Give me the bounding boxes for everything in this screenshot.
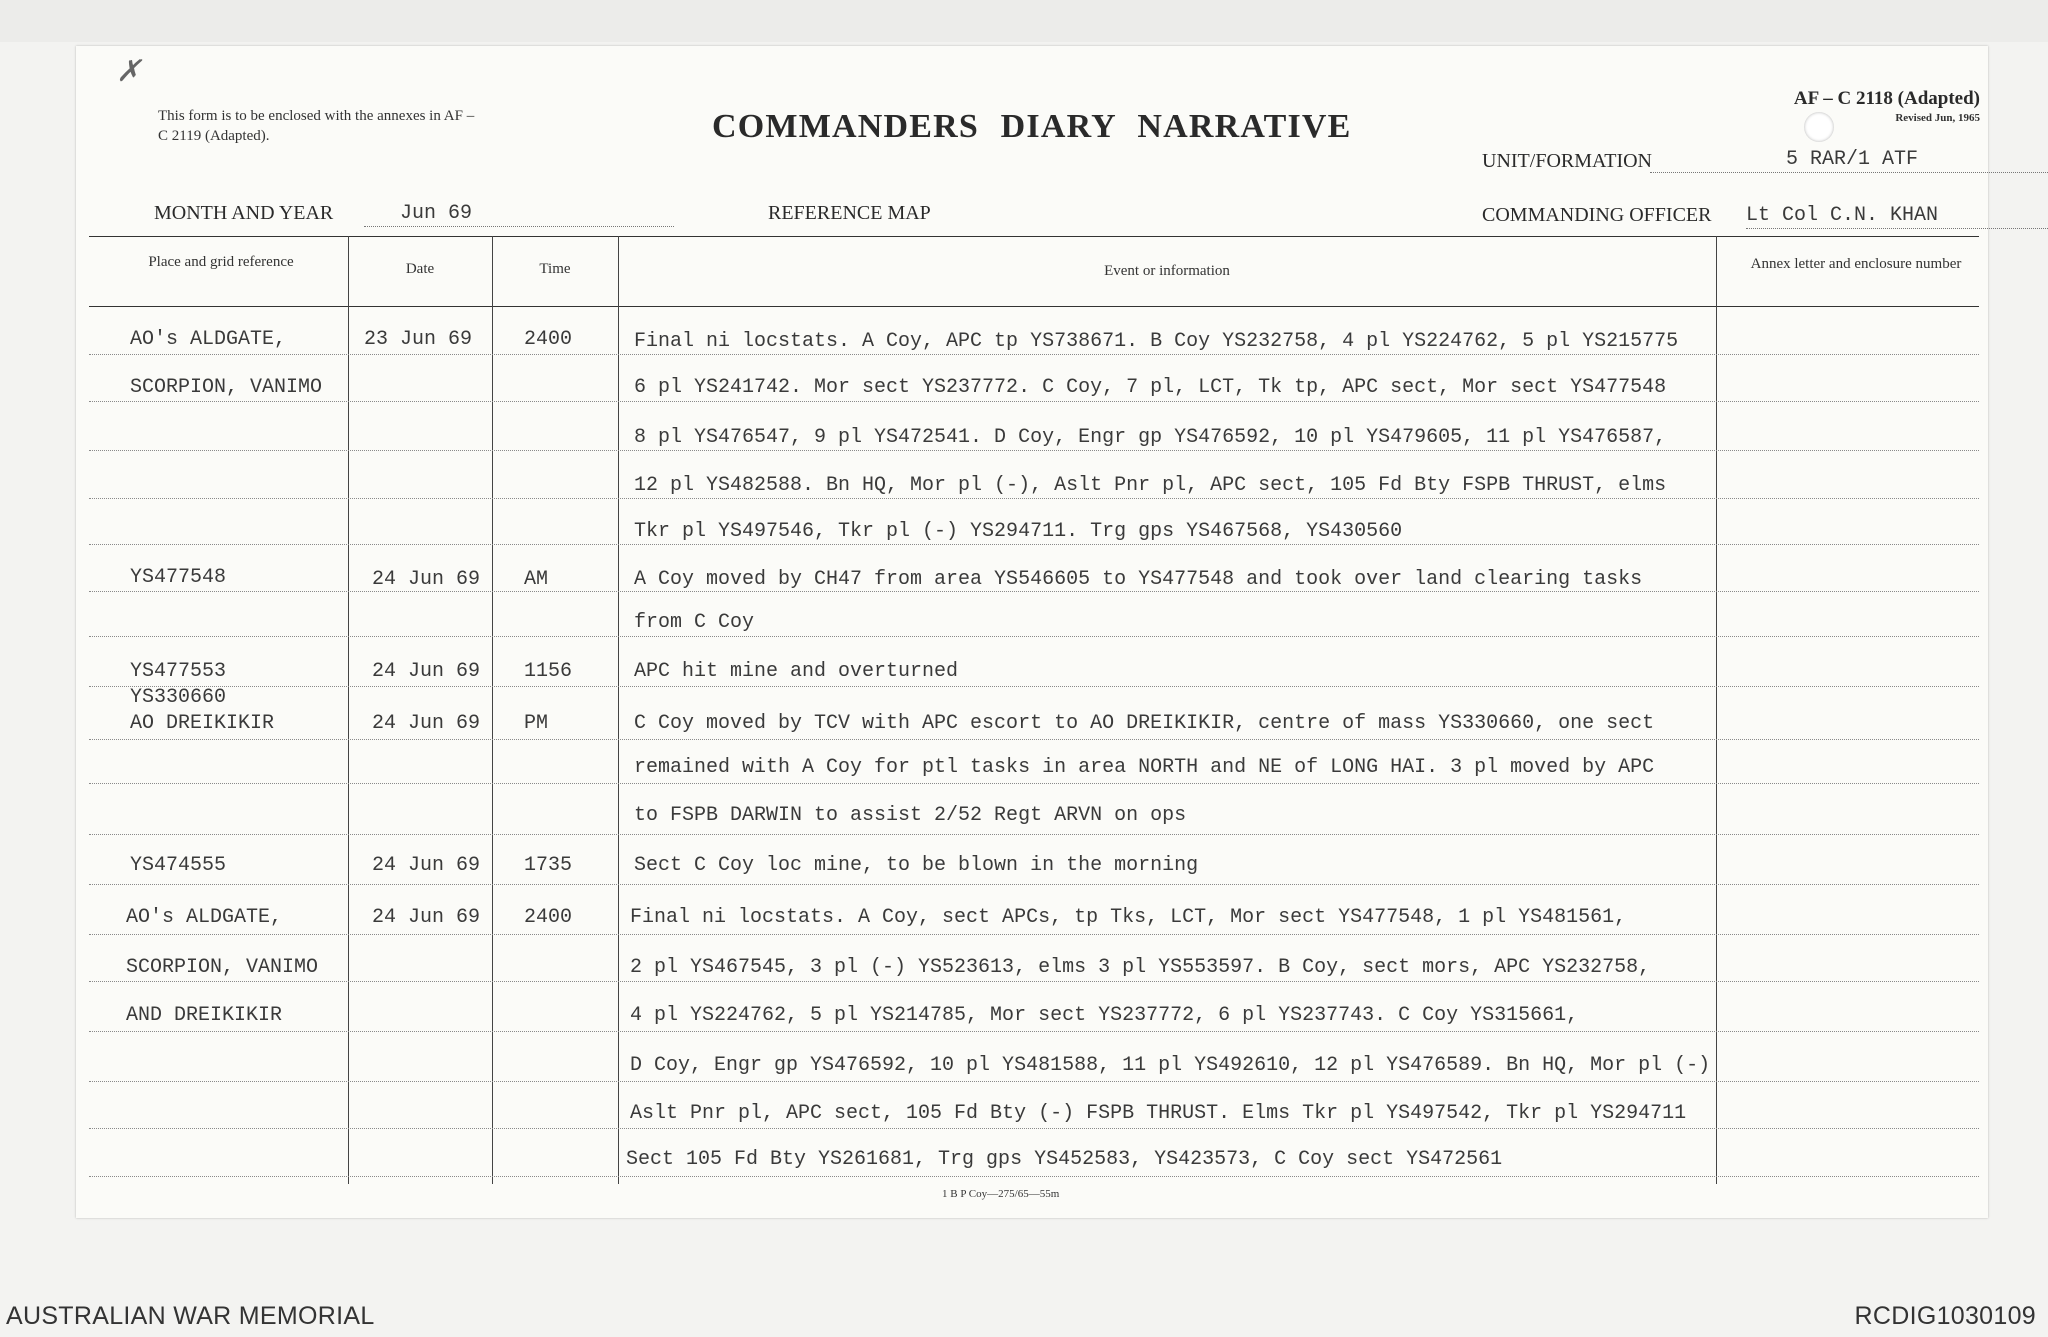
time-cell: PM xyxy=(524,712,549,735)
event-cell: C Coy moved by TCV with APC escort to AO DREIKIKIR, centre of mass YS330660, one sect xyxy=(634,712,1655,735)
time-cell: 1735 xyxy=(524,854,573,877)
form-instruction: This form is to be enclosed with the annexes in AF – C 2119 (Adapted). xyxy=(158,108,475,144)
time-cell: 2400 xyxy=(524,906,573,929)
month-label: MONTH AND YEAR xyxy=(154,202,334,224)
event-cell: A Coy moved by CH47 from area YS546605 to YS477548 and took over land clearing tasks xyxy=(634,568,1643,591)
event-cell: 8 pl YS476547, 9 pl YS472541. D Coy, Engr gp YS476592, 10 pl YS479605, 11 pl YS476587, xyxy=(634,426,1667,449)
event-cell: remained with A Coy for ptl tasks in area NORTH and NE of LONG HAI. 3 pl moved by APC xyxy=(634,756,1655,779)
event-cell: 6 pl YS241742. Mor sect YS237772. C Coy, 7 pl, LCT, Tk tp, APC sect, Mor sect YS477548 xyxy=(634,376,1667,399)
commanding-officer-label: COMMANDING OFFICER xyxy=(1482,204,1712,226)
place-cell: YS474555 xyxy=(130,854,227,877)
form-number: AF – C 2118 (Adapted) xyxy=(1793,88,1980,109)
column-header-place: Place and grid reference xyxy=(148,254,294,270)
place-cell: AO DREIKIKIR xyxy=(130,712,275,735)
event-cell: 4 pl YS224762, 5 pl YS214785, Mor sect YS237772, 6 pl YS237743. C Coy YS315661, xyxy=(630,1004,1579,1027)
scan-background xyxy=(0,0,2048,42)
diary-entries xyxy=(76,46,1988,1218)
diary-form xyxy=(76,46,1988,1218)
record-id: RCDIG1030109 xyxy=(1854,1302,2036,1330)
event-cell: Final ni locstats. A Coy, APC tp YS738671. B Coy YS232758, 4 pl YS224762, 5 pl YS215775 xyxy=(634,330,1679,353)
column-header-event: Event or information xyxy=(1104,263,1230,279)
place-cell: SCORPION, VANIMO xyxy=(126,956,319,979)
archive-name: AUSTRALIAN WAR MEMORIAL xyxy=(6,1302,375,1330)
place-cell: YS477553 xyxy=(130,660,227,683)
reference-map-label: REFERENCE MAP xyxy=(768,202,931,224)
time-cell: AM xyxy=(524,568,549,591)
event-cell: Tkr pl YS497546, Tkr pl (-) YS294711. Trg gps YS467568, YS430560 xyxy=(634,520,1403,543)
event-cell: Final ni locstats. A Coy, sect APCs, tp Tks, LCT, Mor sect YS477548, 1 pl YS481561, xyxy=(630,906,1627,929)
margin-mark: ✗ xyxy=(116,55,142,88)
date-cell: 24 Jun 69 xyxy=(372,854,481,877)
date-cell: 24 Jun 69 xyxy=(372,712,481,735)
event-cell: Sect C Coy loc mine, to be blown in the morning xyxy=(634,854,1199,877)
event-cell: D Coy, Engr gp YS476592, 10 pl YS481588, 11 pl YS492610, 12 pl YS476589. Bn HQ, Mor pl (-) xyxy=(630,1054,1711,1077)
place-cell: AO's ALDGATE, xyxy=(130,328,287,351)
time-cell: 1156 xyxy=(524,660,573,683)
place-cell: AO's ALDGATE, xyxy=(126,906,283,929)
event-cell: from C Coy xyxy=(634,611,755,634)
event-cell: 12 pl YS482588. Bn HQ, Mor pl (-), Aslt Pnr pl, APC sect, 105 Fd Bty FSPB THRUST, elms xyxy=(634,474,1667,497)
column-header-time: Time xyxy=(539,261,571,277)
place-cell: AND DREIKIKIR xyxy=(126,1004,283,1027)
event-cell: APC hit mine and overturned xyxy=(634,660,959,683)
month-value: Jun 69 xyxy=(400,202,473,225)
place-cell: YS330660 xyxy=(130,686,227,709)
date-cell: 23 Jun 69 xyxy=(364,328,473,351)
form-title: COMMANDERS DIARY NARRATIVE xyxy=(712,108,1352,145)
event-cell: Aslt Pnr pl, APC sect, 105 Fd Bty (-) FSPB THRUST. Elms Tkr pl YS497542, Tkr pl YS294711 xyxy=(630,1102,1687,1125)
event-cell: to FSPB DARWIN to assist 2/52 Regt ARVN on ops xyxy=(634,804,1187,827)
revision-date: Revised Jun, 1965 xyxy=(1895,112,1980,124)
date-cell: 24 Jun 69 xyxy=(372,568,481,591)
place-cell: YS477548 xyxy=(130,566,227,589)
column-header-annex: Annex letter and enclosure number xyxy=(1750,256,1962,272)
unit-label: UNIT/FORMATION xyxy=(1482,150,1652,172)
print-code: 1 B P Coy—275/65—55m xyxy=(942,1188,1060,1200)
date-cell: 24 Jun 69 xyxy=(372,906,481,929)
event-cell: Sect 105 Fd Bty YS261681, Trg gps YS452583, YS423573, C Coy sect YS472561 xyxy=(626,1148,1503,1171)
event-cell: 2 pl YS467545, 3 pl (-) YS523613, elms 3 pl YS553597. B Coy, sect mors, APC YS232758, xyxy=(630,956,1651,979)
column-header-date: Date xyxy=(405,261,435,277)
commanding-officer-value: Lt Col C.N. KHAN xyxy=(1746,204,1939,227)
time-cell: 2400 xyxy=(524,328,573,351)
place-cell: SCORPION, VANIMO xyxy=(130,376,323,399)
unit-value: 5 RAR/1 ATF xyxy=(1786,148,1919,171)
date-cell: 24 Jun 69 xyxy=(372,660,481,683)
